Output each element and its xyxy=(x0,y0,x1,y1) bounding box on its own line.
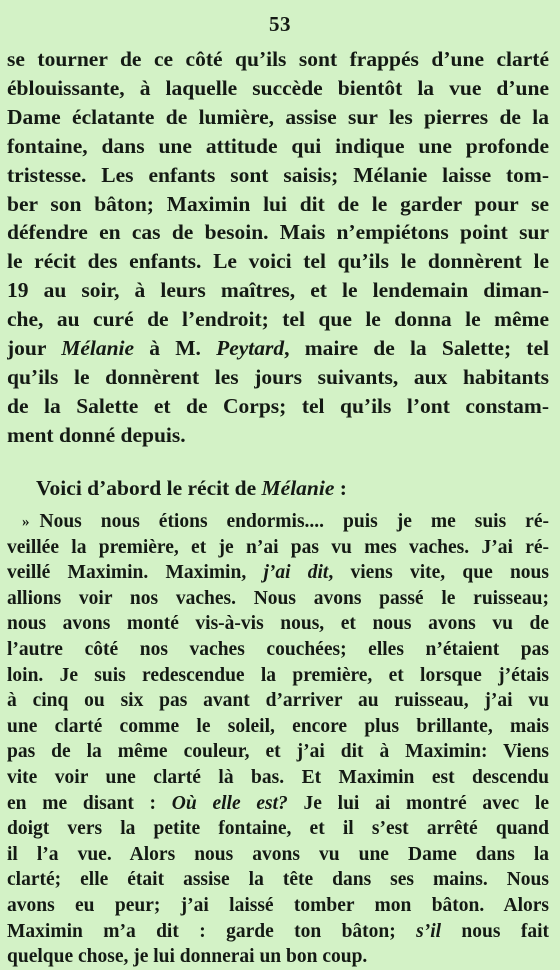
italic-text: Mélanie xyxy=(261,476,335,500)
text-line xyxy=(7,535,549,561)
text-run: clarté; elle était assise la tête dans ses mains. Nous xyxy=(7,869,549,891)
text-run: veillé Maximin. Maximin, xyxy=(7,562,264,584)
text-line xyxy=(7,816,549,842)
text-run: : xyxy=(334,476,347,500)
text-line xyxy=(7,103,549,132)
text-run: vite voir une clarté là bas. Et Maximin est descendu xyxy=(7,767,549,788)
text-line xyxy=(7,190,549,219)
text-line xyxy=(7,714,549,740)
text-run: Voici d’abord le récit de xyxy=(36,476,262,500)
text-run: fontaine, dans une attitude qui indique une profonde xyxy=(7,133,549,158)
text-line xyxy=(7,611,549,637)
text-run: Maximin m’a dit : garde ton bâton; xyxy=(7,920,417,942)
text-run: loin. Je suis redescendue la première, et lorsque j’étais xyxy=(7,664,549,686)
text-run: le récit des enfants. Le voici tel qu’ils le donnèrent le xyxy=(7,249,549,274)
text-line xyxy=(7,919,549,945)
text-run: qu’ils le donnèrent les jours suivants, aux habitants xyxy=(7,364,549,389)
text-run: à cinq ou six pas avant d’arriver au ruisseau, j’ai vu xyxy=(7,690,549,712)
text-line xyxy=(7,305,549,334)
text-run: il l’a vue. Alors nous avons vu une Dame dans la xyxy=(7,843,549,865)
text-line xyxy=(7,765,549,791)
text-line xyxy=(7,842,549,868)
text-line xyxy=(7,392,549,421)
text-line xyxy=(7,791,549,817)
text-line xyxy=(7,45,549,74)
page-number: 53 xyxy=(269,12,291,36)
text-run: ber son bâton; Maximin lui dit de le garder pour se xyxy=(7,191,549,216)
text-run: allions voir nos vaches. Nous avons passé le ruisseau; xyxy=(7,587,549,609)
text-run: se tourner de ce côté qu’ils sont frappés d’une clarté xyxy=(7,47,549,71)
text-line xyxy=(7,867,549,893)
text-run: , viens vite, que nous xyxy=(328,562,549,584)
section-heading xyxy=(36,474,347,503)
text-line xyxy=(7,637,549,663)
text-run: veillée la première, et je n’ai pas vu mes vaches. J’ai ré- xyxy=(7,536,549,558)
italic-text: s’il xyxy=(416,920,442,942)
text-line xyxy=(7,247,549,276)
text-line xyxy=(7,218,549,247)
text-run: che, au curé de l’endroit; tel que le donna le même xyxy=(7,307,549,332)
text-line xyxy=(7,276,549,305)
italic-text: Mélanie xyxy=(61,336,135,360)
text-run: de la Salette et de Corps; tel qu’ils l’ont constam- xyxy=(7,393,549,418)
text-run: quelque chose, je lui donnerai un bon coup. xyxy=(7,946,368,968)
text-line xyxy=(7,161,549,190)
text-run: , maire de la Salette; tel xyxy=(284,336,549,360)
text-run: avons eu peur; j’ai laissé tomber mon bâton. Alors xyxy=(7,895,549,916)
italic-text: Où elle est? xyxy=(171,792,288,814)
text-run: ment donné depuis. xyxy=(7,422,186,447)
text-line xyxy=(22,509,549,535)
text-line xyxy=(7,739,549,765)
quote-mark: » xyxy=(22,514,30,530)
italic-text: j’ai dit xyxy=(263,562,329,584)
text-run: Je lui ai montré avec le xyxy=(287,792,549,814)
text-run: jour xyxy=(7,336,62,360)
text-run: Dame éclatante de lumière, assise sur les pierres de la xyxy=(7,104,549,129)
text-line xyxy=(7,363,549,392)
text-line xyxy=(7,132,549,161)
text-run: tristesse. Les enfants sont saisis; Mélanie laisse tom- xyxy=(7,162,549,187)
text-run: pas de la même couleur, et j’ai dit à Maximin: Viens xyxy=(7,741,549,763)
text-run: 19 au soir, à leurs maîtres, et le lendemain diman- xyxy=(7,278,549,303)
text-line xyxy=(7,421,549,450)
text-run: nous avons monté vis-à-vis nous, et nous avons vu de xyxy=(7,613,549,635)
italic-text: Peytard xyxy=(216,336,285,360)
text-line xyxy=(7,334,549,363)
text-line xyxy=(7,688,549,714)
text-line xyxy=(7,944,549,970)
text-line xyxy=(7,663,549,689)
text-run: doigt vers la petite fontaine, et il s’est arrêté quand xyxy=(7,818,549,840)
text-line xyxy=(7,560,549,586)
text-run: en me disant : xyxy=(7,792,172,814)
text-run: nous fait xyxy=(441,920,549,942)
text-run: défendre en cas de besoin. Mais n’empiétons point sur xyxy=(7,220,549,245)
text-line xyxy=(7,586,549,612)
text-run: éblouissante, à laquelle succède bientôt la vue d’une xyxy=(7,75,549,100)
text-run: à M. xyxy=(134,336,217,360)
text-run: Nous nous étions endormis.... puis je me suis ré- xyxy=(39,511,549,532)
text-line xyxy=(7,893,549,919)
text-run: l’autre côté nos vaches couchées; elles n’étaient pas xyxy=(7,639,549,660)
text-run: une clarté comme le soleil, encore plus brillante, mais xyxy=(7,715,549,737)
text-line xyxy=(7,74,549,103)
